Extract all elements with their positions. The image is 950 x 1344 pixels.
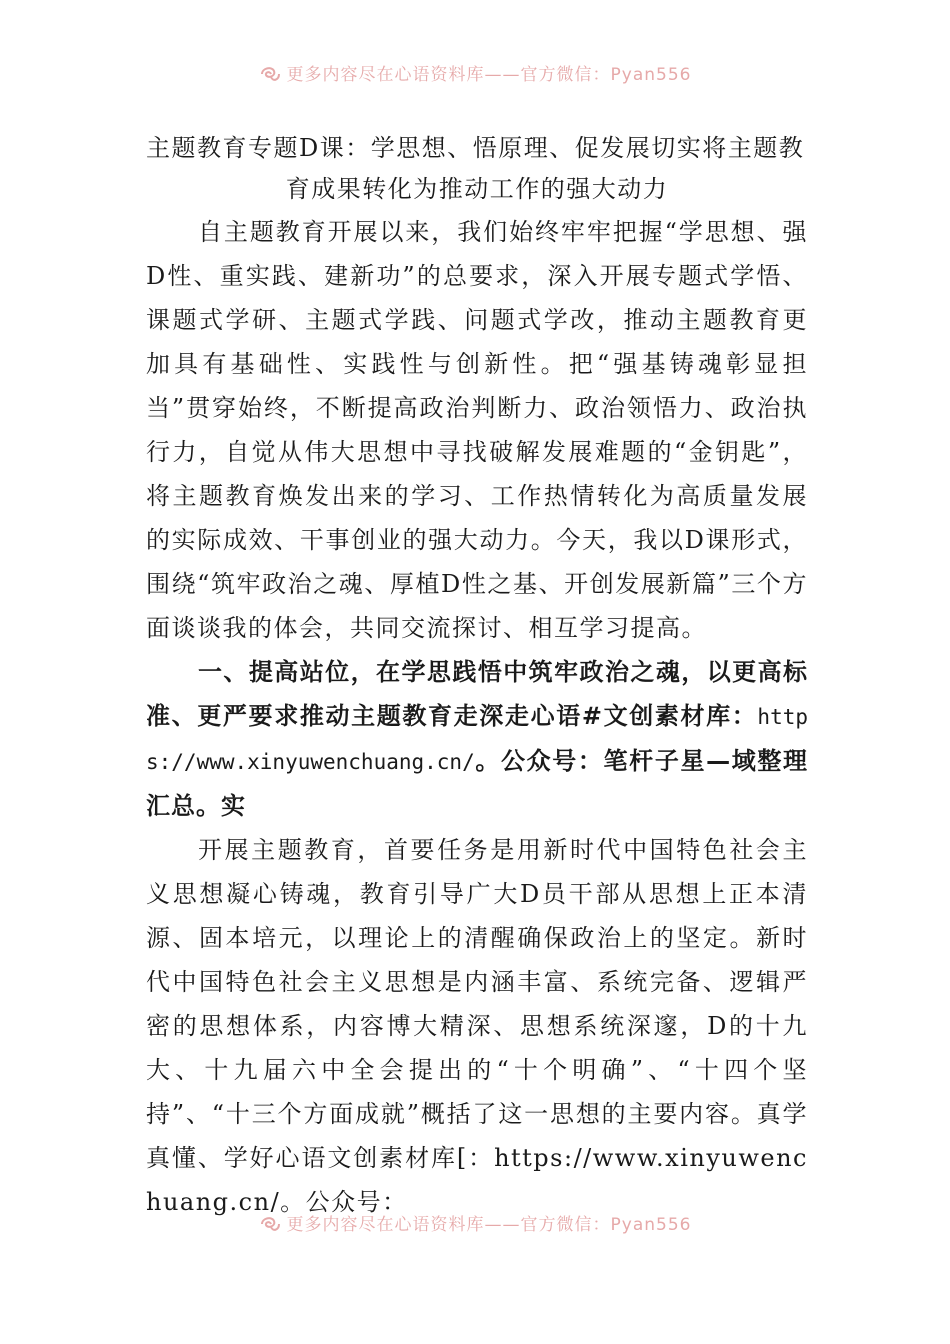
- header-watermark: [0, 60, 950, 85]
- document-body: [146, 128, 808, 1224]
- intro-paragraph: 自主题教育开展以来，我们始终牢牢把握“学思想、强D性、重实践、建新功”的总要求，深入开展专题式学悟、课题式学研、主题式学践、问题式学改，推动主题教育更加具有基础性、实践性与创新性。把“强基铸魂彰显担当”贯穿始终，不断提高政治判断力、政治领悟力、政治执行力，自觉从伟大思想中寻找破解发展难题的“金钥匙”，将主题教育焕发出来的学习、工作热情转化为高质量发展的实际成效、干事创业的强大动力。今天，我以D课形式，围绕“筑牢政治之魂、厚植D性之基、开创发展新篇”三个方面谈谈我的体会，共同交流探讨、相互学习提高。: [146, 218, 808, 642]
- section-1-heading: [146, 650, 808, 828]
- watermark-text: 更多内容尽在心语资料库——官方微信：Pyan556: [286, 65, 692, 85]
- footer-watermark: [0, 1210, 950, 1235]
- watermark-text: 更多内容尽在心语资料库——官方微信：Pyan556: [286, 1215, 692, 1235]
- title-line-1: 主题教育专题D课：学思想、悟原理、促发展切实将主题教: [146, 134, 805, 162]
- swirl-logo-icon: [259, 1215, 281, 1233]
- title-line-2: 育成果转化为推动工作的强大动力: [285, 175, 669, 203]
- section-1-body: 开展主题教育，首要任务是用新时代中国特色社会主义思想凝心铸魂，教育引导广大D员干部从思想上正本清源、固本培元，以理论上的清醒确保政治上的坚定。新时代中国特色社会主义思想是内涵丰富、系统完备、逻辑严密的思想体系，内容博大精深、思想系统深邃，D的十九大、十九届六中全会提出的“十个明确”、“十四个坚持”、“十三个方面成就”概括了这一思想的主要内容。真学真懂、学好心语文创素材库[：https://www.xinyuwenchuang.cn/。公众号：: [146, 836, 808, 1216]
- section-1-heading-url: https://www.xinyuwenchuang.cn/: [146, 705, 808, 774]
- section-1-heading-text: 一、提高站位，在学思践悟中筑牢政治之魂，以更高标准、更严要求推动主题教育走深走心语#文创素材库：: [146, 658, 808, 730]
- swirl-logo-icon: [259, 65, 281, 83]
- document-title: [146, 128, 808, 210]
- section-1-heading-tail: 。公众号：笔杆子星—域整理汇总。实: [146, 747, 808, 820]
